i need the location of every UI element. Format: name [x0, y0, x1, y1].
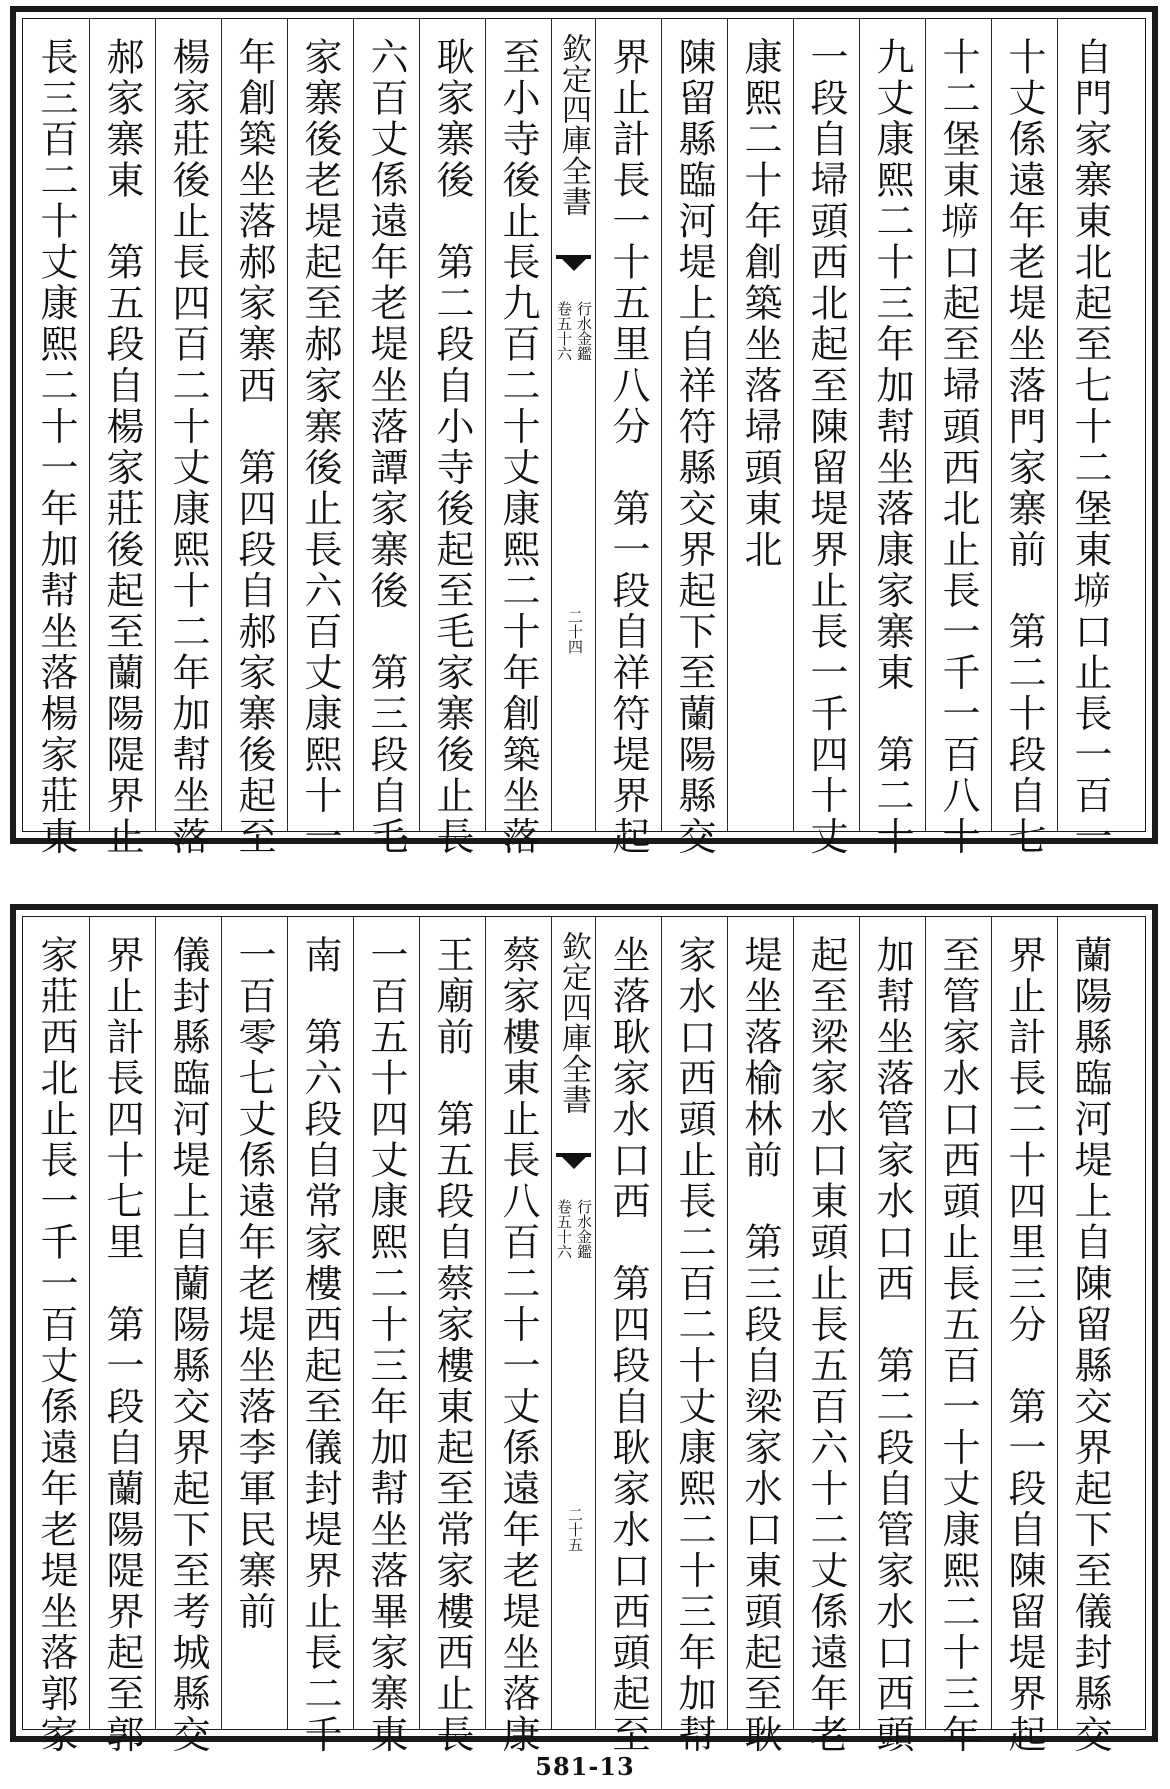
fish-tail-mark [556, 1153, 591, 1183]
book-name: 行水金鑑 [575, 1199, 593, 1259]
book-name: 行水金鑑 [575, 301, 593, 361]
text-column: 長三百二十丈康熙二十一年加幇坐落楊家莊東 [34, 37, 78, 858]
text-column: 六百丈係遠年老堤坐落譚家寨後 第三段自毛 [353, 19, 419, 831]
text-column: 一百零七丈係遠年老堤坐落李軍民寨前 [221, 917, 287, 1729]
text-column: 南 第六段自常家樓西起至儀封堤界止長二千 [287, 917, 353, 1729]
fish-tail-mark [556, 255, 591, 285]
page-number: 二十五 [566, 1507, 584, 1552]
text-column: 十丈係遠年老堤坐落門家寨前 第二十段自七 [991, 19, 1057, 831]
text-column: 家寨後老堤起至郝家寨後止長六百丈康熙十一 [287, 19, 353, 831]
text-column: 蘭陽縣臨河堤上自陳留縣交界起下至儀封縣交 [1057, 917, 1123, 1729]
text-column: 九丈康熙二十三年加幇坐落康家寨東 第二十 [859, 19, 925, 831]
text-column: 郝家寨東 第五段自楊家莊後起至蘭陽隄界止 [89, 19, 155, 831]
volume-label: 卷五十六 [555, 301, 573, 361]
text-column: 至管家水口西頭止長五百一十丈康熙二十三年 [925, 917, 991, 1729]
page-number: 二十四 [566, 609, 584, 654]
center-fold [551, 917, 595, 1729]
text-column: 加幇坐落管家水口西 第二段自管家水口西頭 [859, 917, 925, 1729]
page-code: 581-13 [535, 1752, 635, 1781]
text-column: 一段自埽頭西北起至陳留堤界止長一千四十丈 [793, 19, 859, 831]
text-column: 堤坐落榆林前 第三段自梁家水口東頭起至耿 [727, 917, 793, 1729]
text-column: 坐落耿家水口西 第四段自耿家水口西頭起至 [595, 917, 661, 1729]
text-column: 自門家寨東北起至七十二堡東𡍩口止長一百一 [1057, 19, 1123, 831]
text-column: 至小寺後止長九百二十丈康熙二十年創築坐落 [485, 19, 551, 831]
text-column: 家水口西頭止長二百二十丈康熙二十三年加幇 [661, 917, 727, 1729]
text-column: 起至梁家水口東頭止長五百六十二丈係遠年老 [793, 917, 859, 1729]
center-fold [551, 19, 595, 831]
text-column: 界止計長一十五里八分 第一段自祥符堤界起 [595, 19, 661, 831]
text-column: 儀封縣臨河堤上自蘭陽縣交界起下至考城縣交 [155, 917, 221, 1729]
book-title: 欽定四庫全書 [556, 931, 591, 1115]
top-page [10, 6, 1158, 858]
text-column: 楊家莊後止長四百二十丈康熙十二年加幇坐落 [155, 19, 221, 831]
text-column: 耿家寨後 第二段自小寺後起至毛家寨後止長 [419, 19, 485, 831]
text-column: 界止計長二十四里三分 第一段自陳留堤界起 [991, 917, 1057, 1729]
text-column: 王廟前 第五段自蔡家樓東起至常家樓西止長 [419, 917, 485, 1729]
bottom-page [10, 904, 1158, 1756]
volume-label: 卷五十六 [555, 1199, 573, 1259]
text-column: 十二堡東𡍩口起至埽頭西北止長一千一百八十 [925, 19, 991, 831]
text-column: 年創築坐落郝家寨西 第四段自郝家寨後起至 [221, 19, 287, 831]
text-column: 一百五十四丈康熙二十三年加幇坐落畢家寨東 [353, 917, 419, 1729]
text-column: 蔡家樓東止長八百二十一丈係遠年老堤坐落康 [485, 917, 551, 1729]
text-column: 家莊西北止長一千一百丈係遠年老堤坐落郭家 [34, 935, 78, 1756]
text-column: 界止計長四十七里 第一段自蘭陽隄界起至郭 [89, 917, 155, 1729]
text-column: 陳留縣臨河堤上自祥符縣交界起下至蘭陽縣交 [661, 19, 727, 831]
book-title: 欽定四庫全書 [556, 33, 591, 217]
bottom-page-frame [22, 916, 1146, 1756]
top-page-frame [22, 18, 1146, 858]
text-column: 康熙二十年創築坐落埽頭東北 [727, 19, 793, 831]
